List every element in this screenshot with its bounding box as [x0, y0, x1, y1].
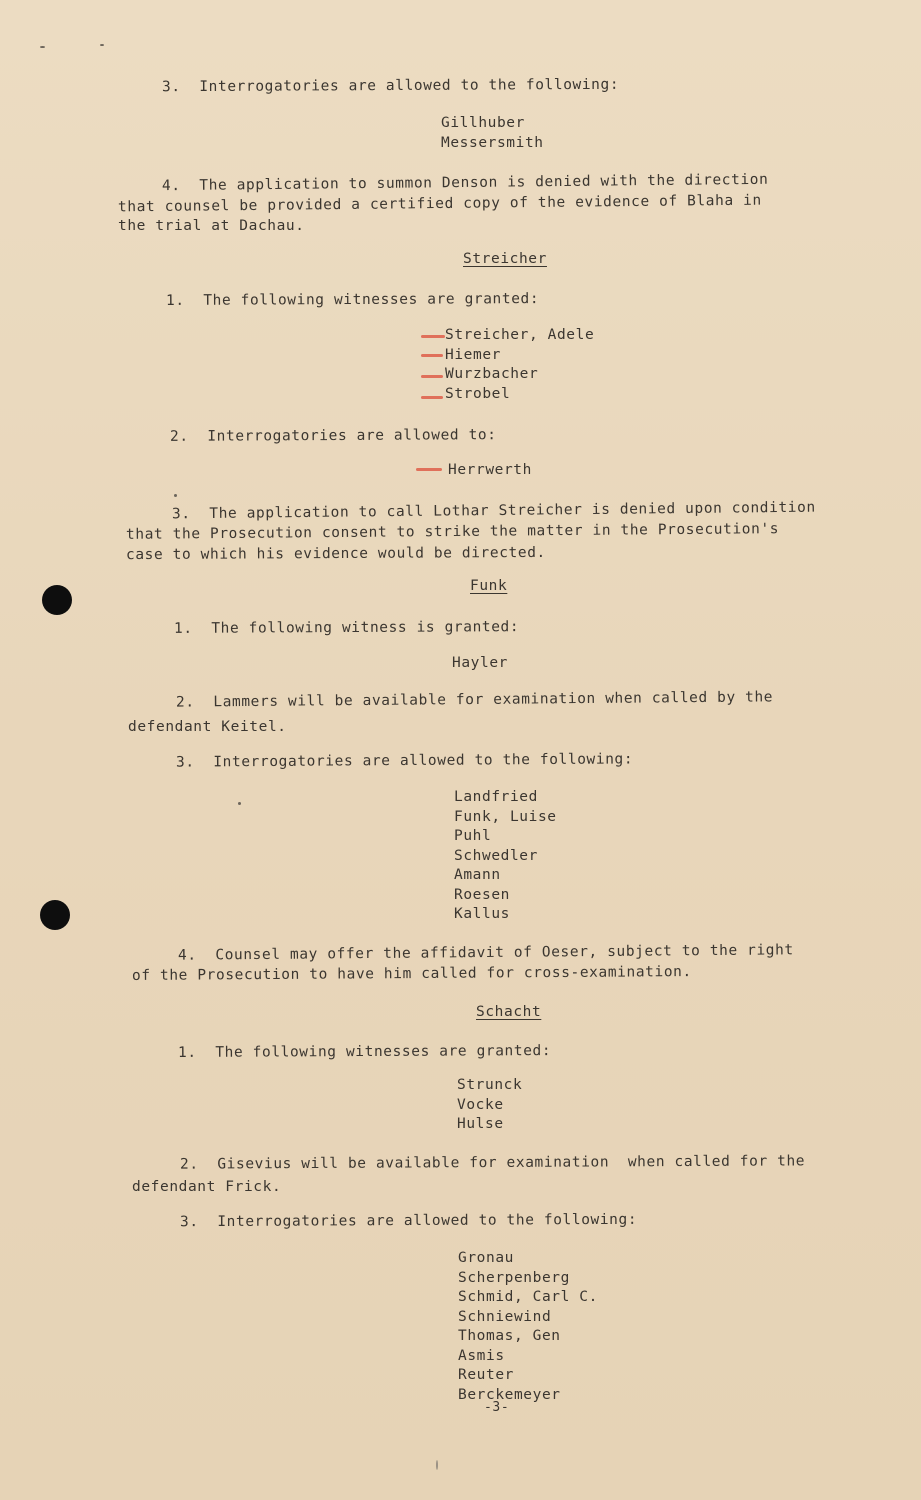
name-item: Messersmith — [441, 134, 544, 151]
punch-hole — [40, 900, 70, 930]
paragraph-3-interrogatories: 3. Interrogatories are allowed to the following: — [161, 76, 620, 96]
red-pencil-mark — [421, 354, 443, 357]
paragraph-4-line1: 4. The application to summon Denson is denied with the direction — [161, 171, 769, 195]
funk-paragraph-1: 1. The following witness is granted: — [173, 619, 520, 637]
name-item: Hayler — [452, 655, 508, 671]
name-item: Strobel — [445, 385, 511, 402]
ink-speck — [238, 802, 241, 805]
section-heading-streicher: Streicher — [463, 251, 547, 267]
schacht-paragraph-2-line1: 2. Gisevius will be available for examination when called for the — [179, 1153, 806, 1173]
page-number: -3- — [484, 1400, 510, 1415]
section-heading-funk: Funk — [470, 578, 508, 594]
name-item: Puhl — [454, 828, 492, 844]
streicher-paragraph-1: 1. The following witnesses are granted: — [165, 291, 540, 309]
funk-paragraph-4-line1: 4. Counsel may offer the affidavit of Oeser, subject to the right — [177, 942, 794, 964]
name-item: Schniewind — [458, 1308, 552, 1325]
name-item: Gillhuber — [441, 115, 525, 131]
streicher-paragraph-2: 2. Interrogatories are allowed to: — [169, 427, 497, 445]
funk-paragraph-4-line2: of the Prosecution to have him called for cross-examination. — [131, 964, 692, 984]
red-pencil-mark — [421, 396, 443, 399]
name-item: Vocke — [457, 1096, 504, 1113]
name-list-prev-interrogatories — [441, 114, 544, 153]
ink-speck — [174, 494, 177, 497]
red-pencil-mark — [421, 375, 443, 378]
name-item: Schwedler — [454, 847, 538, 864]
name-item: Herrwerth — [448, 462, 532, 478]
streicher-paragraph-3-line1: 3. The application to call Lothar Streicher is denied upon condition — [171, 499, 816, 523]
red-pencil-mark — [421, 335, 445, 338]
schacht-paragraph-2-line2: defendant Frick. — [132, 1179, 282, 1195]
name-item: Schmid, Carl C. — [458, 1289, 598, 1305]
name-list-schacht-interrogatories — [458, 1249, 598, 1405]
name-item: Thomas, Gen — [458, 1328, 561, 1344]
funk-paragraph-3: 3. Interrogatories are allowed to the following: — [175, 751, 634, 771]
ink-speck — [436, 1460, 438, 1470]
funk-paragraph-2-line1: 2. Lammers will be available for examination when called by the — [175, 689, 774, 711]
ink-speck — [40, 46, 45, 48]
name-item: Landfried — [454, 789, 538, 805]
name-list-streicher-witnesses — [445, 326, 594, 404]
name-item: Streicher, Adele — [445, 327, 595, 343]
name-item: Roesen — [454, 886, 510, 903]
section-heading-schacht: Schacht — [476, 1004, 542, 1020]
ink-speck — [100, 44, 104, 46]
name-list-funk-interrogatories — [454, 788, 557, 925]
name-item: Scherpenberg — [458, 1269, 570, 1286]
red-pencil-mark — [416, 468, 442, 471]
paragraph-4-line3: the trial at Dachau. — [118, 218, 305, 234]
streicher-paragraph-3-line2: that the Prosecution consent to strike the matter in the Prosecution's — [125, 521, 780, 543]
name-list-schacht-witnesses — [457, 1076, 522, 1135]
name-item: Gronau — [458, 1250, 514, 1266]
funk-paragraph-2-line2: defendant Keitel. — [128, 719, 287, 735]
name-item: Berckemeyer — [458, 1386, 561, 1403]
name-item: Kallus — [454, 906, 510, 922]
schacht-paragraph-3: 3. Interrogatories are allowed to the following: — [179, 1211, 638, 1231]
name-item: Amann — [454, 867, 501, 883]
name-item: Hulse — [457, 1116, 504, 1132]
name-item: Wurzbacher — [445, 366, 539, 382]
streicher-paragraph-3-line3: case to which his evidence would be directed. — [125, 544, 546, 564]
name-item: Strunck — [457, 1077, 523, 1093]
schacht-paragraph-1: 1. The following witnesses are granted: — [177, 1043, 552, 1061]
name-item: Funk, Luise — [454, 808, 557, 825]
name-item: Asmis — [458, 1347, 505, 1364]
name-item: Reuter — [458, 1367, 514, 1383]
name-item: Hiemer — [445, 346, 501, 363]
paragraph-4-line2: that counsel be provided a certified copy of the evidence of Blaha in — [117, 192, 762, 216]
punch-hole — [42, 585, 72, 615]
